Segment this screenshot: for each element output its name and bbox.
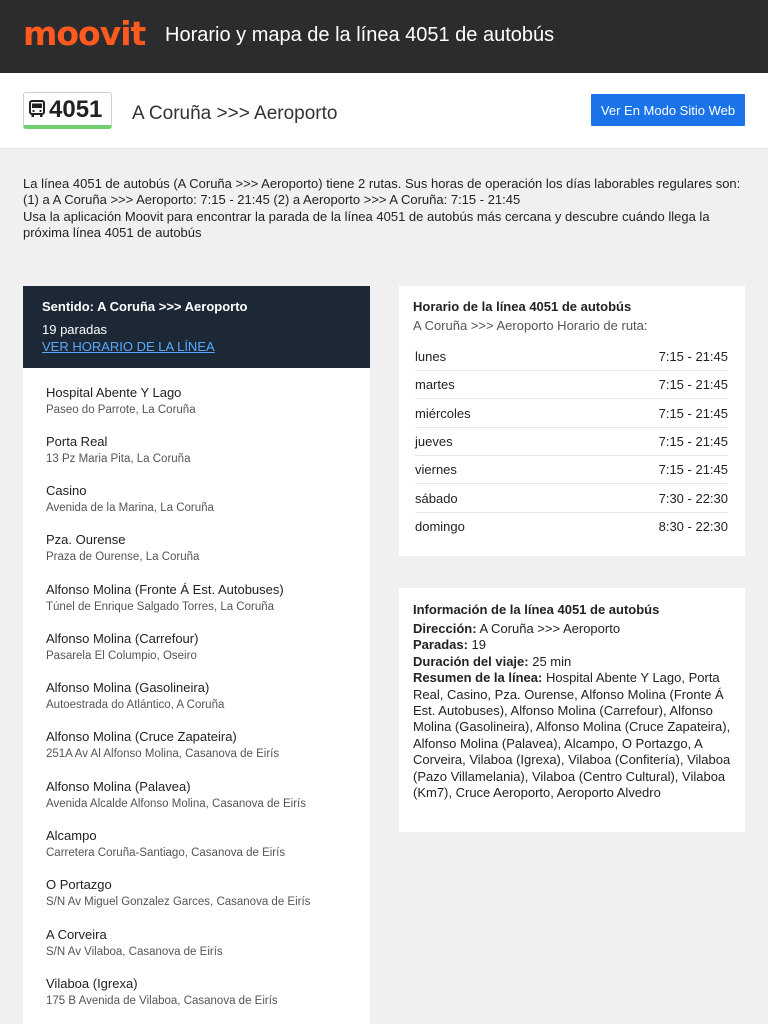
stop-address: S/N Av Vilaboa, Casanova de Eirís <box>46 946 223 958</box>
schedule-card <box>399 286 745 556</box>
list-item[interactable] <box>46 976 366 1009</box>
schedule-row <box>415 485 728 513</box>
summary-value: Hospital Abente Y Lago, Porta Real, Casino, Pza. Ourense, Alfonso Molina (Fronte Á Est. Autobuses), Alfonso Molina (Carrefour), Alfonso Molina (Gasolineira), Alfonso Molina (Cruce Zapateira), Alfonso Molina (Palavea), Alcampo, O Portazgo, A Corveira, Vilaboa (Igrexa), Vilaboa (Confitería), Vilaboa (Pazo Villamelania), Vilaboa (Centro Cultural), Vilaboa (Km7), Cruce Aeroporto, Aeroporto Alvedro <box>413 670 731 801</box>
direction-title: Sentido: A Coruña >>> Aeroporto <box>42 299 248 314</box>
direction-value: A Coruña >>> Aeroporto <box>479 621 621 636</box>
view-schedule-link[interactable]: VER HORARIO DE LA LÍNEA <box>42 339 215 354</box>
stop-address: Praza de Ourense, La Coruña <box>46 551 200 563</box>
schedule-day: lunes <box>415 349 447 364</box>
view-website-button[interactable]: Ver En Modo Sitio Web <box>591 94 745 126</box>
list-item[interactable] <box>46 729 366 762</box>
info-body <box>413 621 731 801</box>
stop-address: Autoestrada do Atlántico, A Coruña <box>46 699 225 711</box>
duration-label: Duración del viaje: <box>413 653 529 669</box>
intro-line-3: Usa la aplicación Moovit para encontrar la parada de la línea 4051 de autobús más cercana y descubre cuándo llega la próxima línea 4051 de autobús <box>23 208 710 240</box>
list-item[interactable] <box>46 927 366 960</box>
intro-text <box>23 176 743 241</box>
summary-label: Resumen de la línea: <box>413 670 543 686</box>
stop-name: Alcampo <box>46 828 97 843</box>
info-stops <box>413 637 731 653</box>
list-item[interactable] <box>46 680 366 713</box>
schedule-row <box>415 343 728 371</box>
intro-line-2: (1) a A Coruña >>> Aeroporto: 7:15 - 21:45 (2) a Aeroporto >>> A Coruña: 7:15 - 21:45 <box>23 192 521 208</box>
stop-address: Avenida de la Marina, La Coruña <box>46 502 214 514</box>
stop-name: Porta Real <box>46 434 108 449</box>
schedule-day: domingo <box>415 519 465 534</box>
stop-address: 175 B Avenida de Vilaboa, Casanova de Eirís <box>46 995 278 1007</box>
list-item[interactable] <box>46 532 366 565</box>
stop-name: A Corveira <box>46 927 107 942</box>
info-title: Información de la línea 4051 de autobús <box>413 602 660 617</box>
page-title: Horario y mapa de la línea 4051 de autobús <box>165 24 555 46</box>
stop-address: Pasarela El Columpio, Oseiro <box>46 650 197 662</box>
top-bar <box>0 0 768 73</box>
route-name: A Coruña >>> Aeroporto <box>132 103 338 124</box>
stop-name: Casino <box>46 483 87 498</box>
schedule-hours: 7:15 - 21:45 <box>658 349 728 364</box>
stop-name: Vilaboa (Igrexa) <box>46 976 138 991</box>
bus-icon <box>29 100 45 118</box>
direction-header <box>23 286 370 368</box>
info-direction <box>413 621 731 637</box>
stop-address: Avenida Alcalde Alfonso Molina, Casanova de Eirís <box>46 798 306 810</box>
schedule-hours: 7:15 - 21:45 <box>658 377 728 392</box>
route-number: 4051 <box>49 96 103 123</box>
stop-list <box>23 368 370 1024</box>
schedule-row <box>415 400 728 428</box>
stop-name: Alfonso Molina (Cruce Zapateira) <box>46 729 237 744</box>
list-item[interactable] <box>46 779 366 812</box>
stop-address: Paseo do Parrote, La Coruña <box>46 404 196 416</box>
stop-address: Carretera Coruña-Santiago, Casanova de Eirís <box>46 847 286 859</box>
info-duration <box>413 654 731 670</box>
stop-name: Alfonso Molina (Carrefour) <box>46 631 199 646</box>
schedule-day: sábado <box>415 491 458 506</box>
stop-name: Alfonso Molina (Palavea) <box>46 779 191 794</box>
list-item[interactable] <box>46 385 366 418</box>
schedule-title: Horario de la línea 4051 de autobús <box>413 299 632 314</box>
schedule-row <box>415 513 728 541</box>
line-header <box>0 73 768 149</box>
moovit-logo[interactable]: moovit <box>23 14 146 53</box>
duration-value: 25 min <box>532 653 572 669</box>
schedule-row <box>415 428 728 456</box>
line-info-card <box>399 588 745 832</box>
stop-name: Alfonso Molina (Fronte Á Est. Autobuses) <box>46 582 284 597</box>
stop-count: 19 paradas <box>42 322 108 337</box>
stop-name: Alfonso Molina (Gasolineira) <box>46 680 210 695</box>
schedule-hours: 7:15 - 21:45 <box>658 462 728 477</box>
list-item[interactable] <box>46 631 366 664</box>
schedule-row <box>415 456 728 484</box>
stop-address: 251A Av Al Alfonso Molina, Casanova de Eirís <box>46 748 280 760</box>
info-summary <box>413 670 731 801</box>
stops-label: Paradas: <box>413 637 468 653</box>
list-item[interactable] <box>46 483 366 516</box>
stop-name: Pza. Ourense <box>46 532 126 547</box>
list-item[interactable] <box>46 434 366 467</box>
stop-address: Túnel de Enrique Salgado Torres, La Coruña <box>46 601 275 613</box>
route-badge <box>23 92 112 129</box>
schedule-day: martes <box>415 377 455 392</box>
schedule-day: viernes <box>415 462 457 477</box>
schedule-hours: 7:15 - 21:45 <box>658 434 728 449</box>
direction-label: Dirección: <box>413 621 477 636</box>
stop-address: 13 Pz Maria Pita, La Coruña <box>46 453 191 465</box>
list-item[interactable] <box>46 582 366 615</box>
schedule-hours: 7:30 - 22:30 <box>658 491 728 506</box>
stop-name: O Portazgo <box>46 877 112 892</box>
intro-line-1: La línea 4051 de autobús (A Coruña >>> Aeroporto) tiene 2 rutas. Sus horas de operación los días laborables regulares son: <box>23 176 741 191</box>
schedule-row <box>415 371 728 399</box>
schedule-hours: 7:15 - 21:45 <box>658 406 728 421</box>
list-item[interactable] <box>46 877 366 910</box>
stop-name: Hospital Abente Y Lago <box>46 385 182 400</box>
list-item[interactable] <box>46 828 366 861</box>
stop-address: S/N Av Miguel Gonzalez Garces, Casanova de Eirís <box>46 896 311 908</box>
schedule-subtitle: A Coruña >>> Aeroporto Horario de ruta: <box>413 318 648 333</box>
stops-value: 19 <box>471 637 487 653</box>
schedule-hours: 8:30 - 22:30 <box>658 519 728 534</box>
schedule-day: miércoles <box>415 406 471 421</box>
schedule-day: jueves <box>415 434 453 449</box>
